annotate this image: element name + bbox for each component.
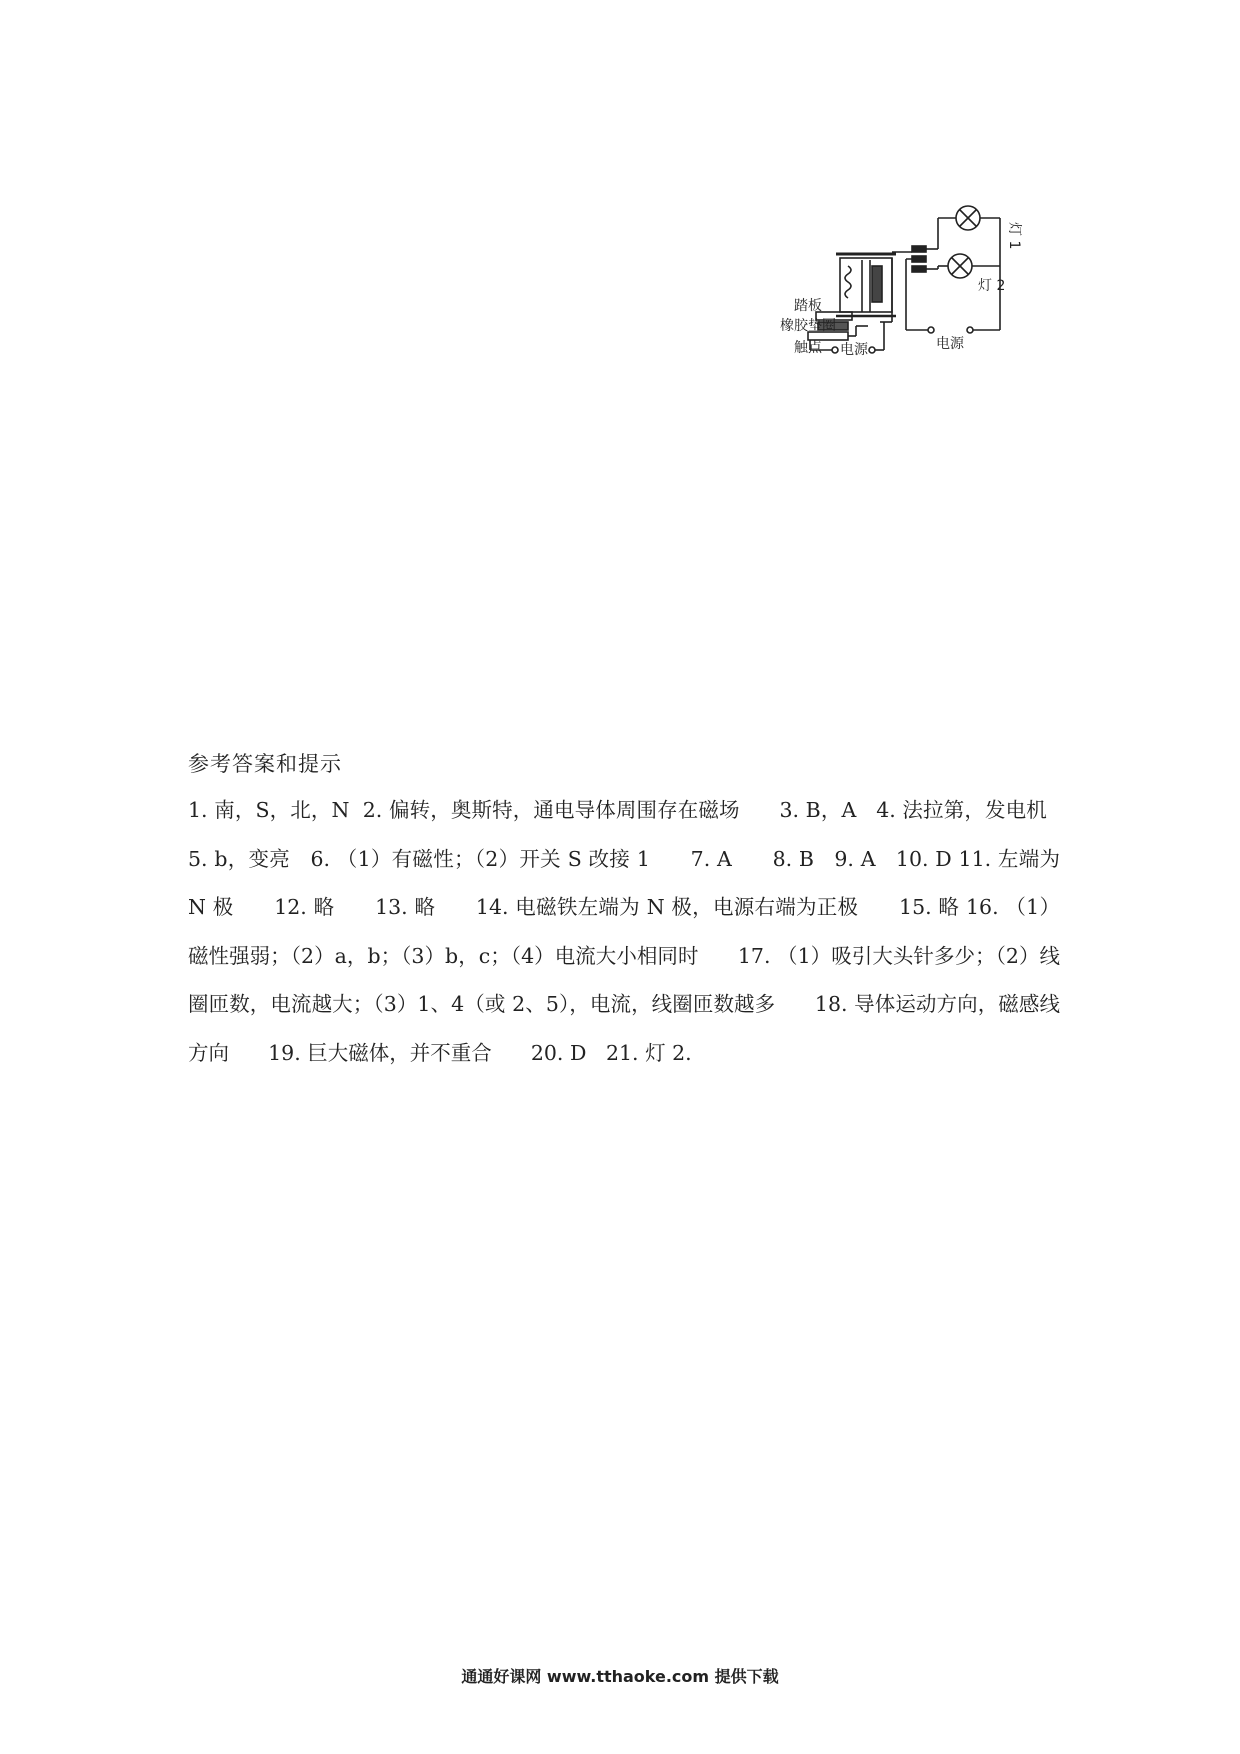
answer-item: 19. 巨大磁体，并不重合	[268, 1040, 492, 1065]
coil	[845, 266, 851, 298]
label-power-right: 电源	[936, 336, 964, 352]
answer-item: 7. A	[690, 846, 732, 871]
answer-item: 12. 略	[274, 895, 335, 919]
answer-item: 4. 法拉第，发电机	[876, 798, 1047, 822]
answer-item: 2. 偏转，奥斯特，通电导体周围存在磁场	[362, 798, 740, 822]
answer-item: 9. A	[834, 846, 876, 871]
answer-item: 1. 南，S，北，N	[188, 798, 350, 822]
label-lamp2: 灯 2	[978, 278, 1006, 294]
answer-item: 18. 导体运动方向，磁感线方向	[188, 992, 1060, 1065]
answer-item: 20. D	[530, 1040, 587, 1065]
answers-list	[188, 786, 1060, 1077]
answers-title: 参考答案和提示	[188, 752, 342, 776]
answer-item: 3. B，A	[779, 798, 857, 822]
footer-source: 通通好课网 www.tthaoke.com 提供下载	[461, 1667, 779, 1686]
electromagnet-core	[840, 258, 892, 312]
label-contact: 触点	[794, 340, 822, 356]
label-power-left: 电源	[840, 342, 868, 358]
answer-item: 16. （1）磁性强弱；（2）a，b；（3）b，c；（4）电流大小相同时	[188, 895, 1060, 968]
answer-item: 5. b，变亮	[188, 846, 291, 871]
electromagnetic-relay-circuit-diagram	[780, 218, 1128, 378]
label-pedal: 踏板	[794, 298, 822, 314]
answer-item: 14. 电磁铁左端为 N 极，电源右端为正极	[475, 895, 859, 919]
answer-item: 6. （1）有磁性；（2）开关 S 改接 1	[310, 846, 650, 871]
answer-item: 13. 略	[375, 895, 436, 919]
answer-item: 11. 左端为 N 极	[188, 846, 1060, 919]
answer-item: 21. 灯 2.	[605, 1040, 692, 1065]
answer-item: 17. （1）吸引大头针多少；（2）线圈匝数，电流越大；（3）1、4（或 2、5），电流，线圈匝数越多	[188, 943, 1061, 1016]
label-lamp1: 灯 1	[1006, 222, 1022, 250]
label-rubber-pad: 橡胶垫圈	[780, 318, 836, 334]
answer-item: 15. 略	[899, 895, 960, 919]
answer-item: 10. D	[895, 846, 952, 871]
answer-item: 8. B	[772, 846, 814, 871]
